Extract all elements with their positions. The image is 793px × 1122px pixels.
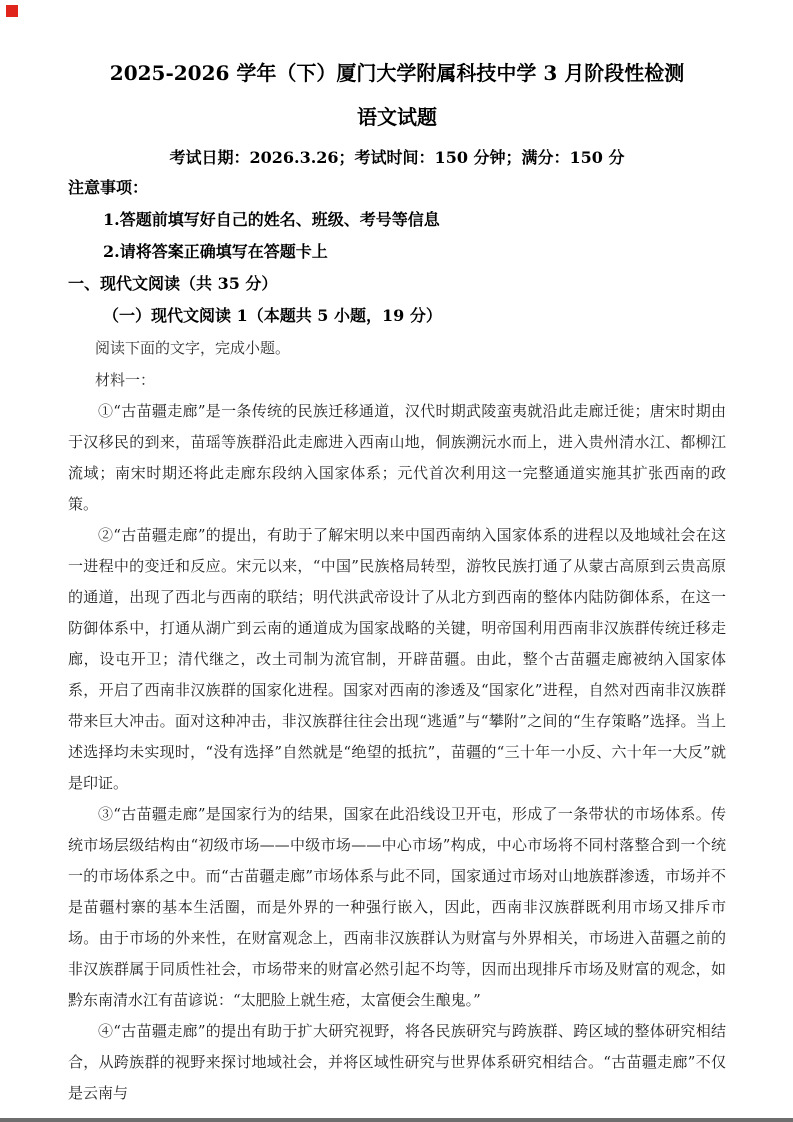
subsection-heading-reading-1: （一）现代文阅读 1（本题共 5 小题，19 分） bbox=[103, 306, 442, 325]
page-bottom-edge bbox=[0, 1118, 793, 1122]
exam-info-line: 考试日期：2026.3.26；考试时间：150 分钟；满分：150 分 bbox=[169, 148, 625, 167]
exam-title: 2025-2026 学年（下）厦门大学附属科技中学 3 月阶段性检测 bbox=[109, 61, 685, 85]
passage-paragraph-1: ①“古苗疆走廊”是一条传统的民族迁移通道，汉代时期武陵蛮夷就沿此走廊迁徙；唐宋时期由于汉移民的到来，苗瑶等族群沿此走廊进入西南山地，侗族溯沅水而上，进入贵州清水江、都柳江流域；南宋时期还将此走廊东段纳入国家体系；元代首次利用这一完整通道实施其扩张西南的政策。 bbox=[68, 402, 726, 513]
section-heading-modern-reading: 一、现代文阅读（共 35 分） bbox=[68, 274, 278, 293]
note-item-2: 2.请将答案正确填写在答题卡上 bbox=[103, 242, 328, 261]
notes-heading: 注意事项： bbox=[68, 178, 149, 197]
exam-subtitle: 语文试题 bbox=[357, 105, 437, 129]
passage-paragraph-3: ③“古苗疆走廊”是国家行为的结果，国家在此沿线设卫开屯，形成了一条带状的市场体系。传统市场层级结构由“初级市场——中级市场——中心市场”构成，中心市场将不同村落整合到一个统一的市场体系之中。而“古苗疆走廊”市场体系与此不同，国家通过市场对山地族群渗透，市场并不是苗疆村寨的基本生活圈，而是外界的一种强行嵌入，因此，西南非汉族群既利用市场又排斥市场。由于市场的外来性，在财富观念上，西南非汉族群认为财富与外界相关，市场进入苗疆之前的非汉族群属于同质性社会，市场带来的财富必然引起不均等，因而出现排斥市场及财富的观念，如黔东南清水江有苗谚说：“太肥脸上就生疮，太富便会生酿鬼。” bbox=[68, 805, 726, 1009]
passage-paragraph-2: ②“古苗疆走廊”的提出，有助于了解宋明以来中国西南纳入国家体系的进程以及地域社会在这一进程中的变迁和反应。宋元以来，“中国”民族格局转型，游牧民族打通了从蒙古高原到云贵高原的通道，出现了西北与西南的联结；明代洪武帝设计了从北方到西南的整体内陆防御体系，在这一防御体系中，打通从湖广到云南的通道成为国家战略的关键，明帝国利用西南非汉族群传统迁移走廊，设屯开卫；清代继之，改土司制为流官制，开辟苗疆。由此，整个古苗疆走廊被纳入国家体系，开启了西南非汉族群的国家化进程。国家对西南的渗透及“国家化”进程，自然对西南非汉族群带来巨大冲击。面对这种冲击，非汉族群往往会出现“逃遁”与“攀附”之间的“生存策略”选择。当上述选择均未实现时，“没有选择”自然就是“绝望的抵抗”，苗疆的“三十年一小反、六十年一大反”就是印证。 bbox=[68, 526, 726, 792]
passage-paragraph-4: ④“古苗疆走廊”的提出有助于扩大研究视野，将各民族研究与跨族群、跨区域的整体研究相结合，从跨族群的视野来探讨地域社会，并将区域性研究与世界体系研究相结合。“古苗疆走廊”不仅是云南与 bbox=[68, 1022, 726, 1102]
red-marker-icon bbox=[6, 5, 18, 17]
reading-instruction: 阅读下面的文字，完成小题。 bbox=[95, 339, 291, 357]
material-one-label: 材料一： bbox=[95, 371, 156, 389]
note-item-1: 1.答题前填写好自己的姓名、班级、考号等信息 bbox=[103, 210, 440, 229]
